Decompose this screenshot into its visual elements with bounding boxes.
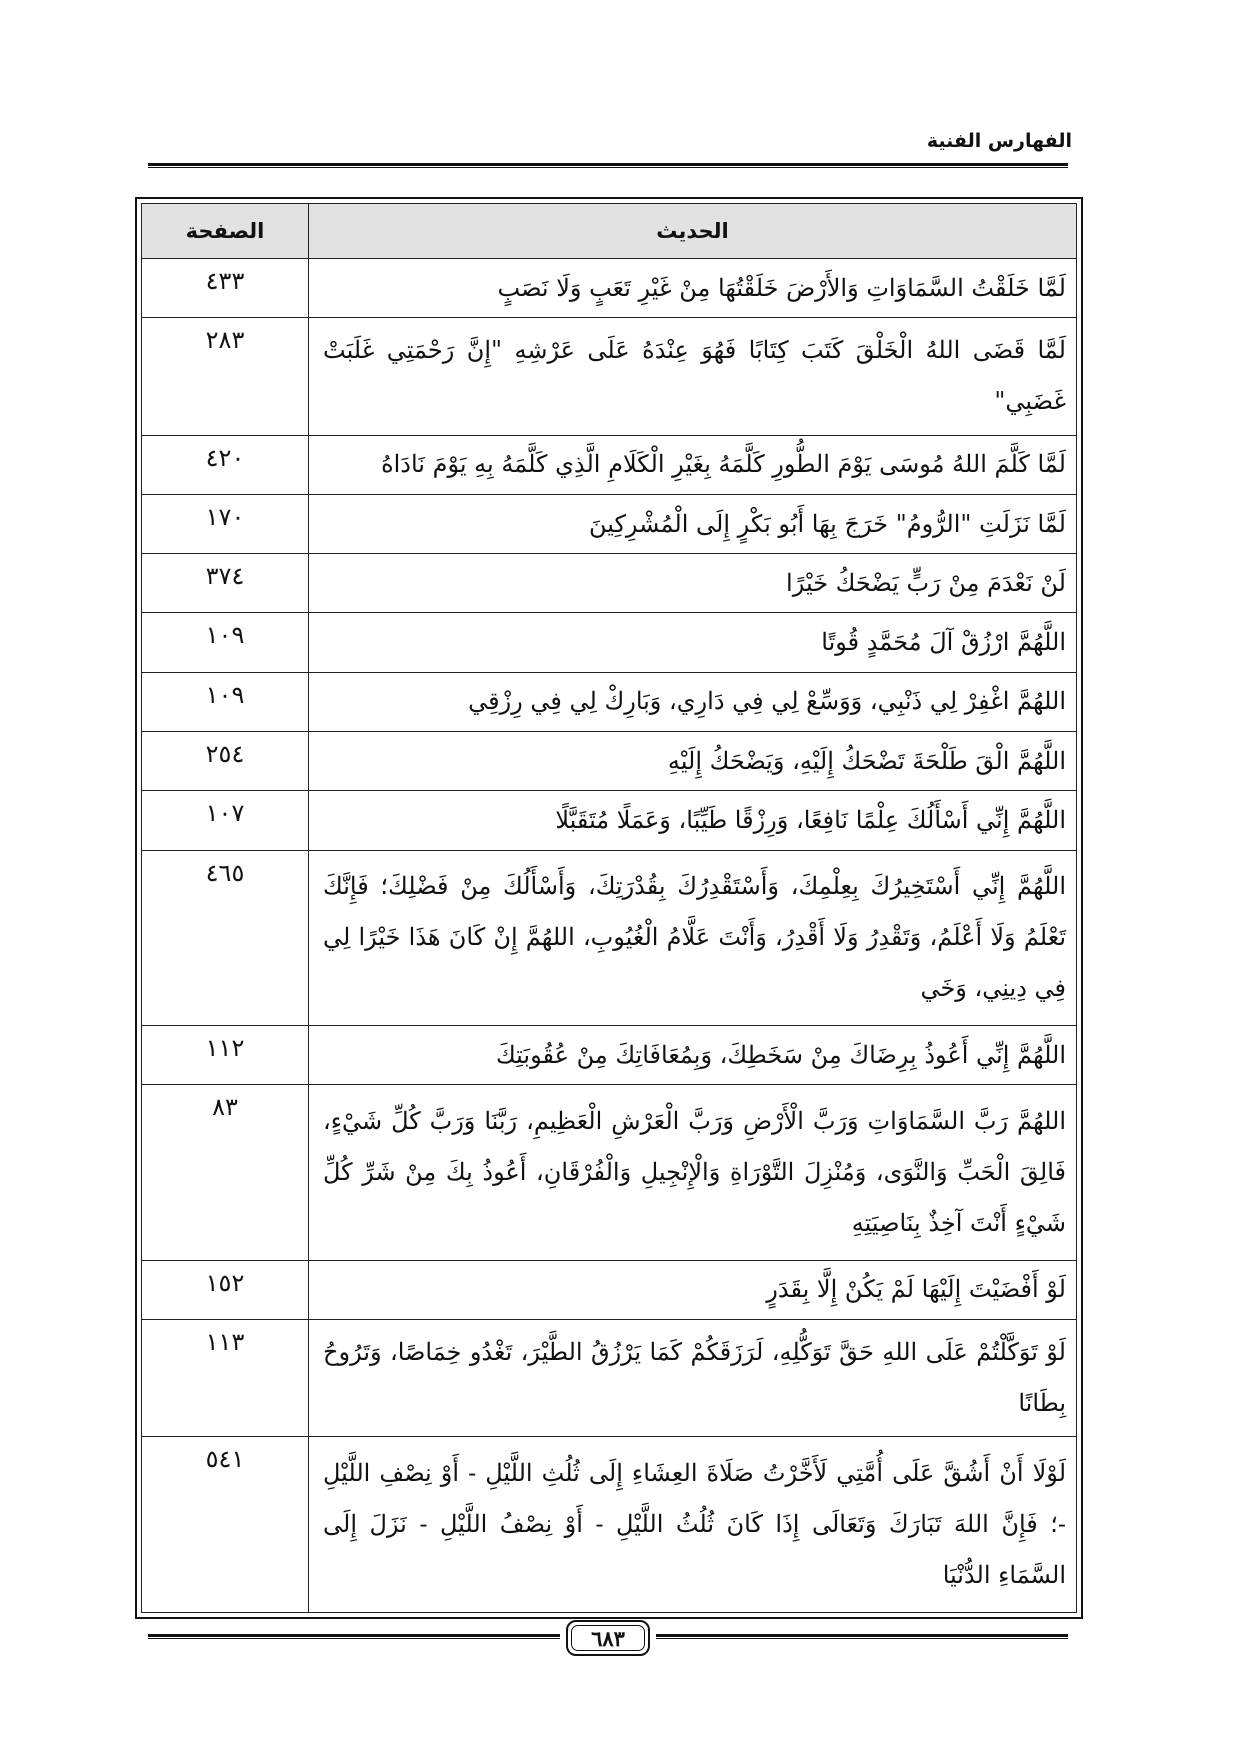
header-rule [148, 163, 1068, 168]
hadith-text: اللهُمَّ رَبَّ السَّمَاوَاتِ وَرَبَّ الْأَرْضِ وَرَبَّ الْعَرْشِ الْعَظِيمِ، رَبَّنَا وَرَبَّ كُلِّ شَيْءٍ، فَالِقَ الْحَبِّ وَالنَّوَى، وَمُنْزِلَ التَّوْرَاةِ وَالْإِنْجِيلِ وَالْفُرْقَانِ، أَعُوذُ بِكَ مِنْ شَرِّ كُلِّ شَيْءٍ أَنْتَ آخِذٌ بِنَاصِيَتِهِ [309, 1085, 1077, 1261]
page-reference: ١٠٩ [142, 672, 309, 731]
table-row [142, 1026, 1077, 1085]
hadith-text: اللَّهُمَّ إِنِّي أَعُوذُ بِرِضَاكَ مِنْ سَخَطِكَ، وَبِمُعَافَاتِكَ مِنْ عُقُوبَتِكَ [309, 1026, 1077, 1085]
page-reference: ٢٥٤ [142, 731, 309, 790]
table-row [142, 494, 1077, 553]
hadith-text: لَمَّا قَضَى اللهُ الْخَلْقَ كَتَبَ كِتَابًا فَهُوَ عِنْدَهُ عَلَى عَرْشِهِ "إِنَّ رَحْمَتِي غَلَبَتْ غَضَبِي" [309, 318, 1077, 435]
hadith-text: اللَّهُمَّ إِنِّي أَسْأَلُكَ عِلْمًا نَافِعًا، وَرِزْقًا طَيِّبًا، وَعَمَلًا مُتَقَبَّلًا [309, 791, 1077, 850]
hadith-text: لَمَّا كَلَّمَ اللهُ مُوسَى يَوْمَ الطُّورِ كَلَّمَهُ بِغَيْرِ الْكَلَامِ الَّذِي كَلَّمَهُ بِهِ يَوْمَ نَادَاهُ [309, 435, 1077, 494]
footer-rule-left [148, 1634, 560, 1639]
hadith-text: اللَّهُمَّ ارْزُقْ آلَ مُحَمَّدٍ قُوتًا [309, 613, 1077, 672]
page-reference: ٤٦٥ [142, 850, 309, 1026]
hadith-text: لَنْ نَعْدَمَ مِنْ رَبٍّ يَضْحَكُ خَيْرًا [309, 554, 1077, 613]
page-reference: ١٧٠ [142, 494, 309, 553]
hadith-text: لَوْ أَفْضَيْتَ إِلَيْهَا لَمْ يَكُنْ إِلَّا بِقَدَرٍ [309, 1260, 1077, 1319]
table-row [142, 259, 1077, 318]
hadith-index-table [141, 203, 1077, 1613]
page-reference: ٢٨٣ [142, 318, 309, 435]
table-row [142, 435, 1077, 494]
table-row [142, 613, 1077, 672]
table-row [142, 1085, 1077, 1261]
page-reference: ١٠٧ [142, 791, 309, 850]
hadith-text: لَمَّا نَزَلَتِ "الرُّومُ" خَرَجَ بِهَا أَبُو بَكْرٍ إِلَى الْمُشْرِكِينَ [309, 494, 1077, 553]
table-row [142, 791, 1077, 850]
hadith-text: لَمَّا خَلَقْتُ السَّمَاوَاتِ وَالأَرْضَ خَلَقْتُهَا مِنْ غَيْرِ تَعَبٍ وَلَا نَصَبٍ [309, 259, 1077, 318]
table-header-row [142, 204, 1077, 259]
page-reference: ٤٣٣ [142, 259, 309, 318]
page-reference: ١٥٢ [142, 1260, 309, 1319]
page-reference: ٨٣ [142, 1085, 309, 1261]
footer-rule-right [656, 1634, 1068, 1639]
table-row [142, 1437, 1077, 1613]
table-row [142, 318, 1077, 435]
hadith-text: لَوْلَا أَنْ أَشُقَّ عَلَى أُمَّتِي لَأَخَّرْتُ صَلَاةَ العِشَاءِ إِلَى ثُلُثِ اللَّيْلِ - أَوْ نِصْفِ اللَّيْلِ -؛ فَإِنَّ اللهَ تَبَارَكَ وَتَعَالَى إِذَا كَانَ ثُلُثُ اللَّيْلِ - أَوْ نِصْفُ اللَّيْلِ - نَزَلَ إِلَى السَّمَاءِ الدُّنْيَا [309, 1437, 1077, 1613]
page-reference: ١١٢ [142, 1026, 309, 1085]
table-row [142, 731, 1077, 790]
page-reference: ١١٣ [142, 1320, 309, 1437]
table-row [142, 1320, 1077, 1437]
page-reference: ٤٢٠ [142, 435, 309, 494]
table-row [142, 1260, 1077, 1319]
hadith-text: اللَّهُمَّ إِنِّي أَسْتَخِيرُكَ بِعِلْمِكَ، وَأَسْتَقْدِرُكَ بِقُدْرَتِكَ، وَأَسْأَلُكَ مِنْ فَضْلِكَ؛ فَإِنَّكَ تَعْلَمُ وَلَا أَعْلَمُ، وَتَقْدِرُ وَلَا أَقْدِرُ، وَأَنْتَ عَلَّامُ الْغُيُوبِ، اللهُمَّ إِنْ كَانَ هَذَا خَيْرًا لِي فِي دِينِي، وَخَي [309, 850, 1077, 1026]
hadith-text: لَوْ تَوَكَّلْتُمْ عَلَى اللهِ حَقَّ تَوَكُّلِهِ، لَرَزَقَكُمْ كَمَا يَرْزُقُ الطَّيْرَ، تَغْدُو خِمَاصًا، وَتَرُوحُ بِطَانًا [309, 1320, 1077, 1437]
hadith-text: اللَّهُمَّ الْقَ طَلْحَةَ تَضْحَكُ إِلَيْهِ، وَيَضْحَكُ إِلَيْهِ [309, 731, 1077, 790]
table-row [142, 554, 1077, 613]
page-reference: ٥٤١ [142, 1437, 309, 1613]
hadith-text: اللهُمَّ اغْفِرْ لِي ذَنْبِي، وَوَسِّعْ لِي فِي دَارِي، وَبَارِكْ لِي فِي رِزْقِي [309, 672, 1077, 731]
column-header-hadith: الحديث [309, 204, 1077, 259]
running-title: الفهارس الفنية [926, 130, 1072, 152]
column-header-page: الصفحة [142, 204, 309, 259]
table-row [142, 850, 1077, 1026]
page-reference: ٣٧٤ [142, 554, 309, 613]
index-table-frame [135, 197, 1083, 1619]
page-number: ٦٨٣ [566, 1620, 650, 1656]
table-row [142, 672, 1077, 731]
page-reference: ١٠٩ [142, 613, 309, 672]
